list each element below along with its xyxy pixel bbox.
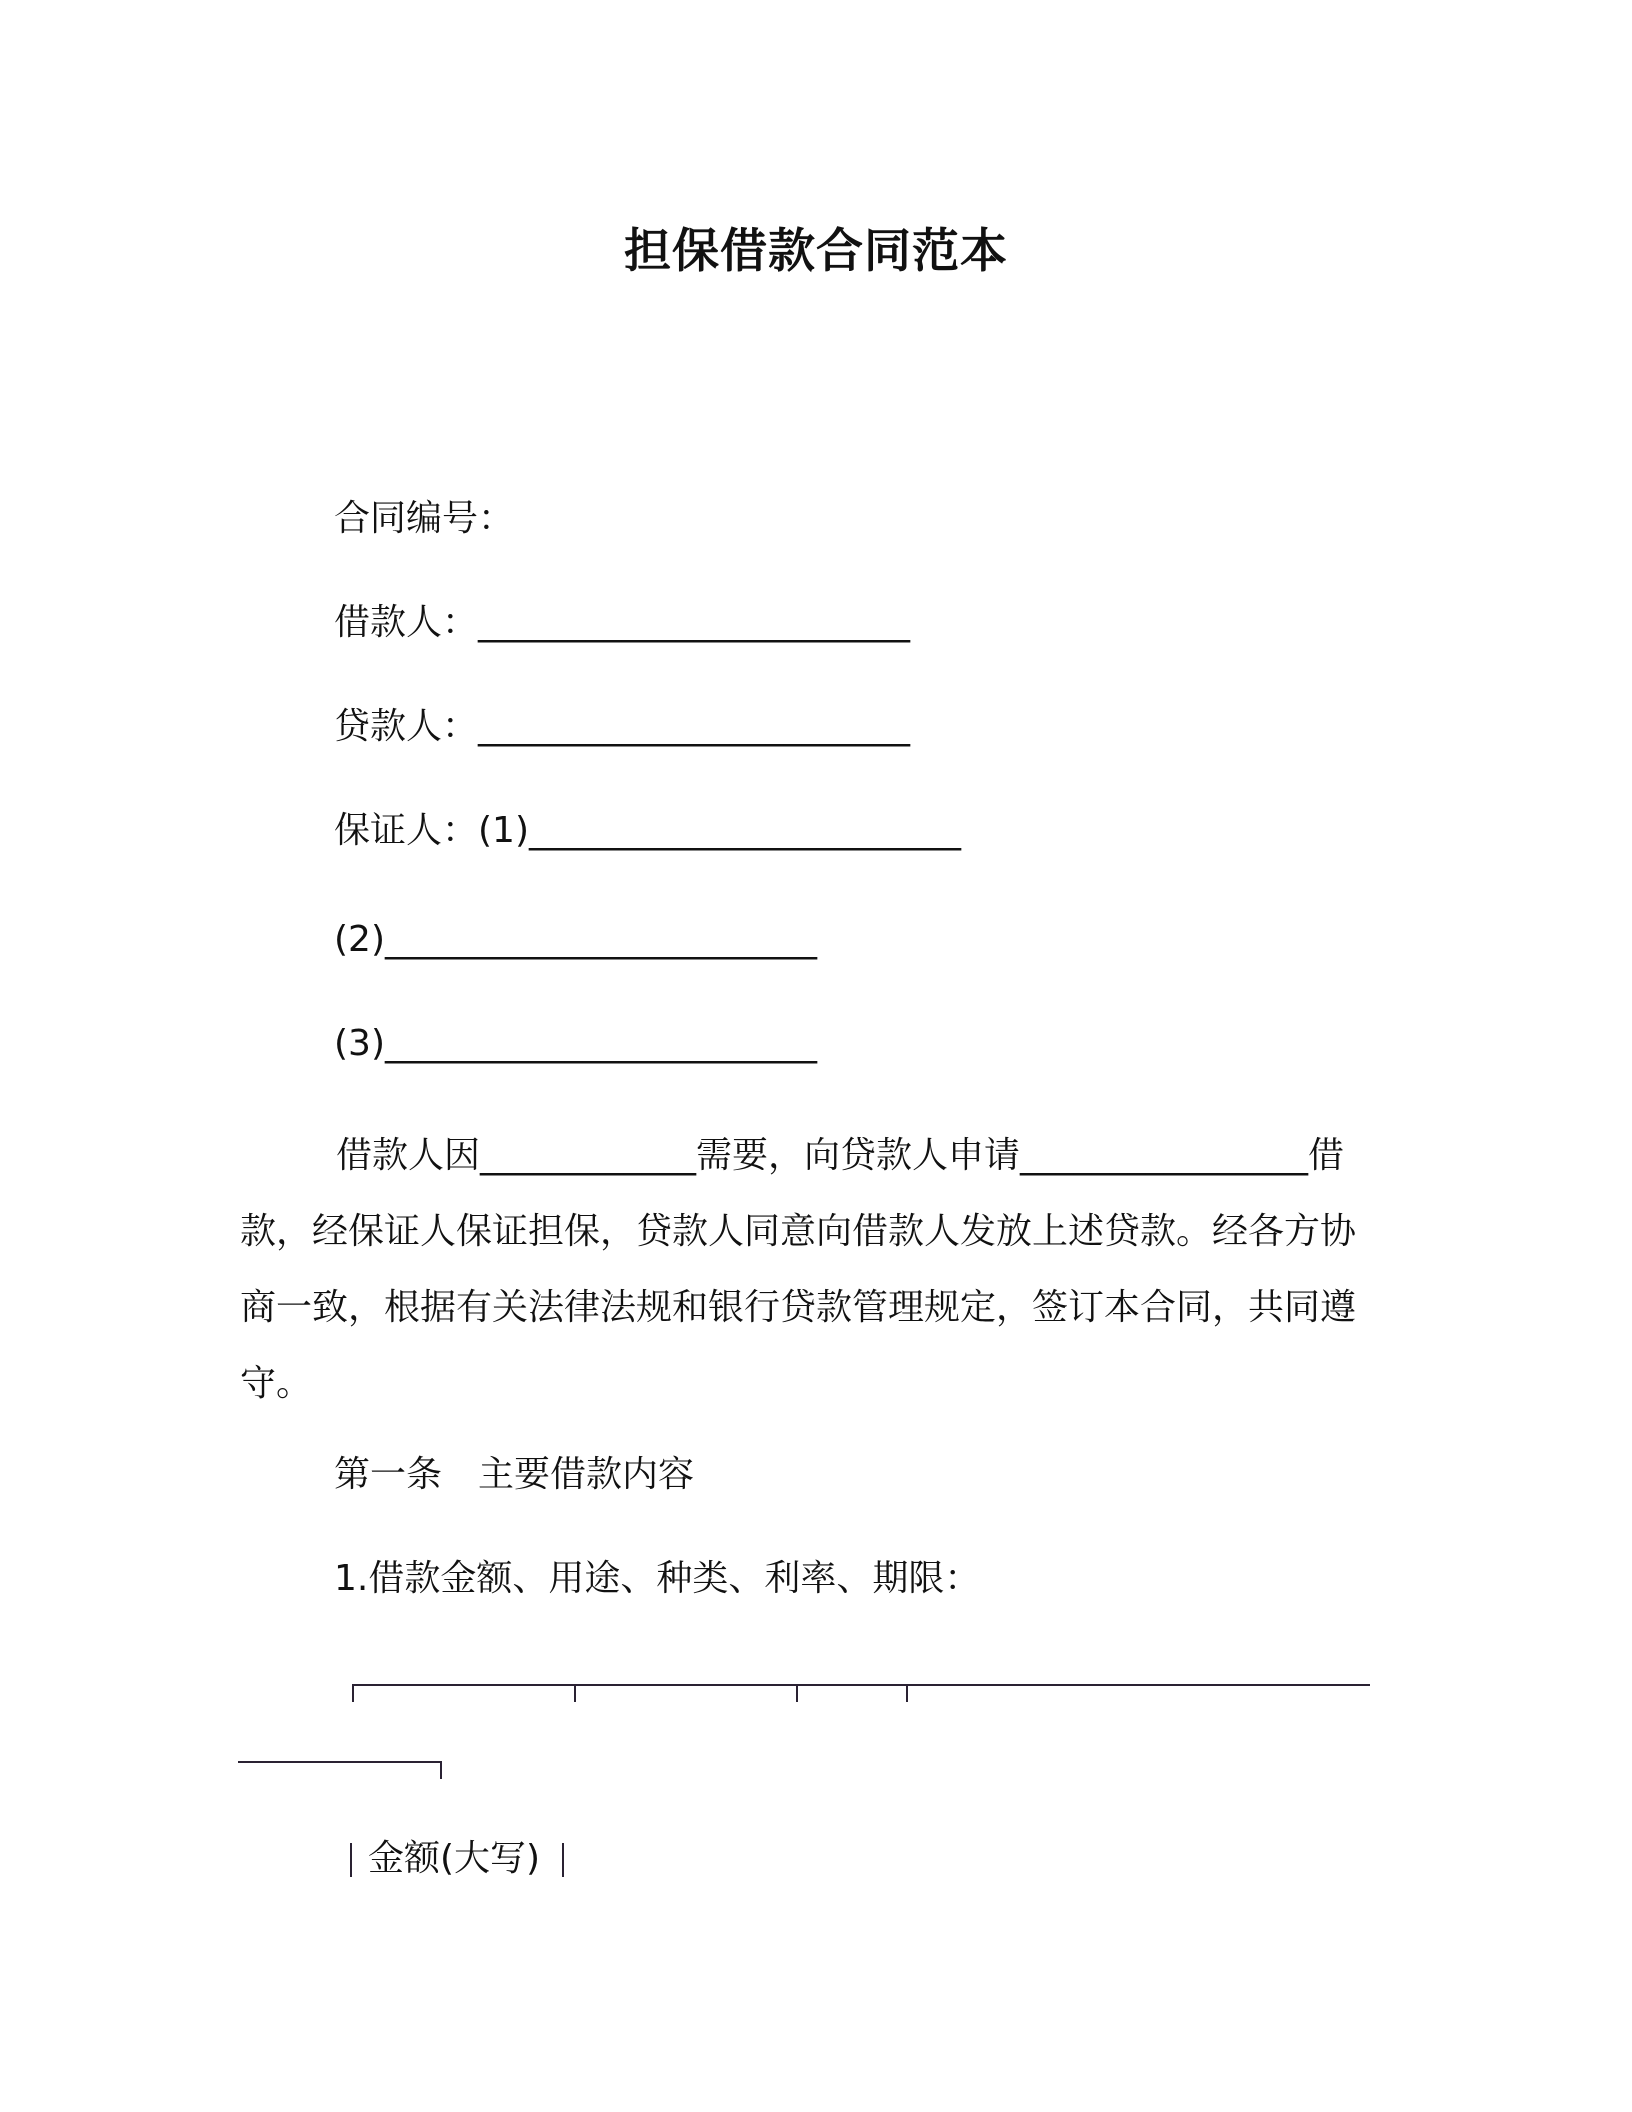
table-cell-right-border (562, 1843, 564, 1877)
table-tick-3 (796, 1684, 798, 1702)
guarantor-3-field: (3)________________________ (334, 1023, 817, 1064)
preamble-paragraph: 借款人因____________需要，向贷款人申请________________借款，经保证人保证担保，贷款人同意向借款人发放上述贷款。经各方协商一致，根据有关法律法规和银行贷款管理规定，签订本合同，共同遵守。 (240, 1135, 1357, 1404)
table-tick-2 (574, 1684, 576, 1702)
contract-number-field: 合同编号： (334, 498, 515, 539)
guarantor-1-field: 保证人：(1)________________________ (334, 810, 961, 851)
borrower-field: 借款人：________________________ (334, 602, 911, 643)
lender-field: 贷款人：________________________ (334, 706, 911, 747)
document-title: 担保借款合同范本 (624, 224, 1008, 279)
table-second-border (238, 1761, 442, 1763)
table-top-border (352, 1684, 1370, 1686)
table-cell-left-border (350, 1843, 352, 1877)
table-cell-amount: 金额(大写) (368, 1838, 541, 1879)
table-tick-5 (440, 1761, 442, 1779)
article-1-heading: 第一条 主要借款内容 (334, 1454, 695, 1495)
guarantor-2-field: (2)________________________ (334, 919, 817, 960)
table-tick-1 (352, 1684, 354, 1702)
table-tick-4 (906, 1684, 908, 1702)
item-1-heading: 1.借款金额、用途、种类、利率、期限： (334, 1558, 981, 1599)
